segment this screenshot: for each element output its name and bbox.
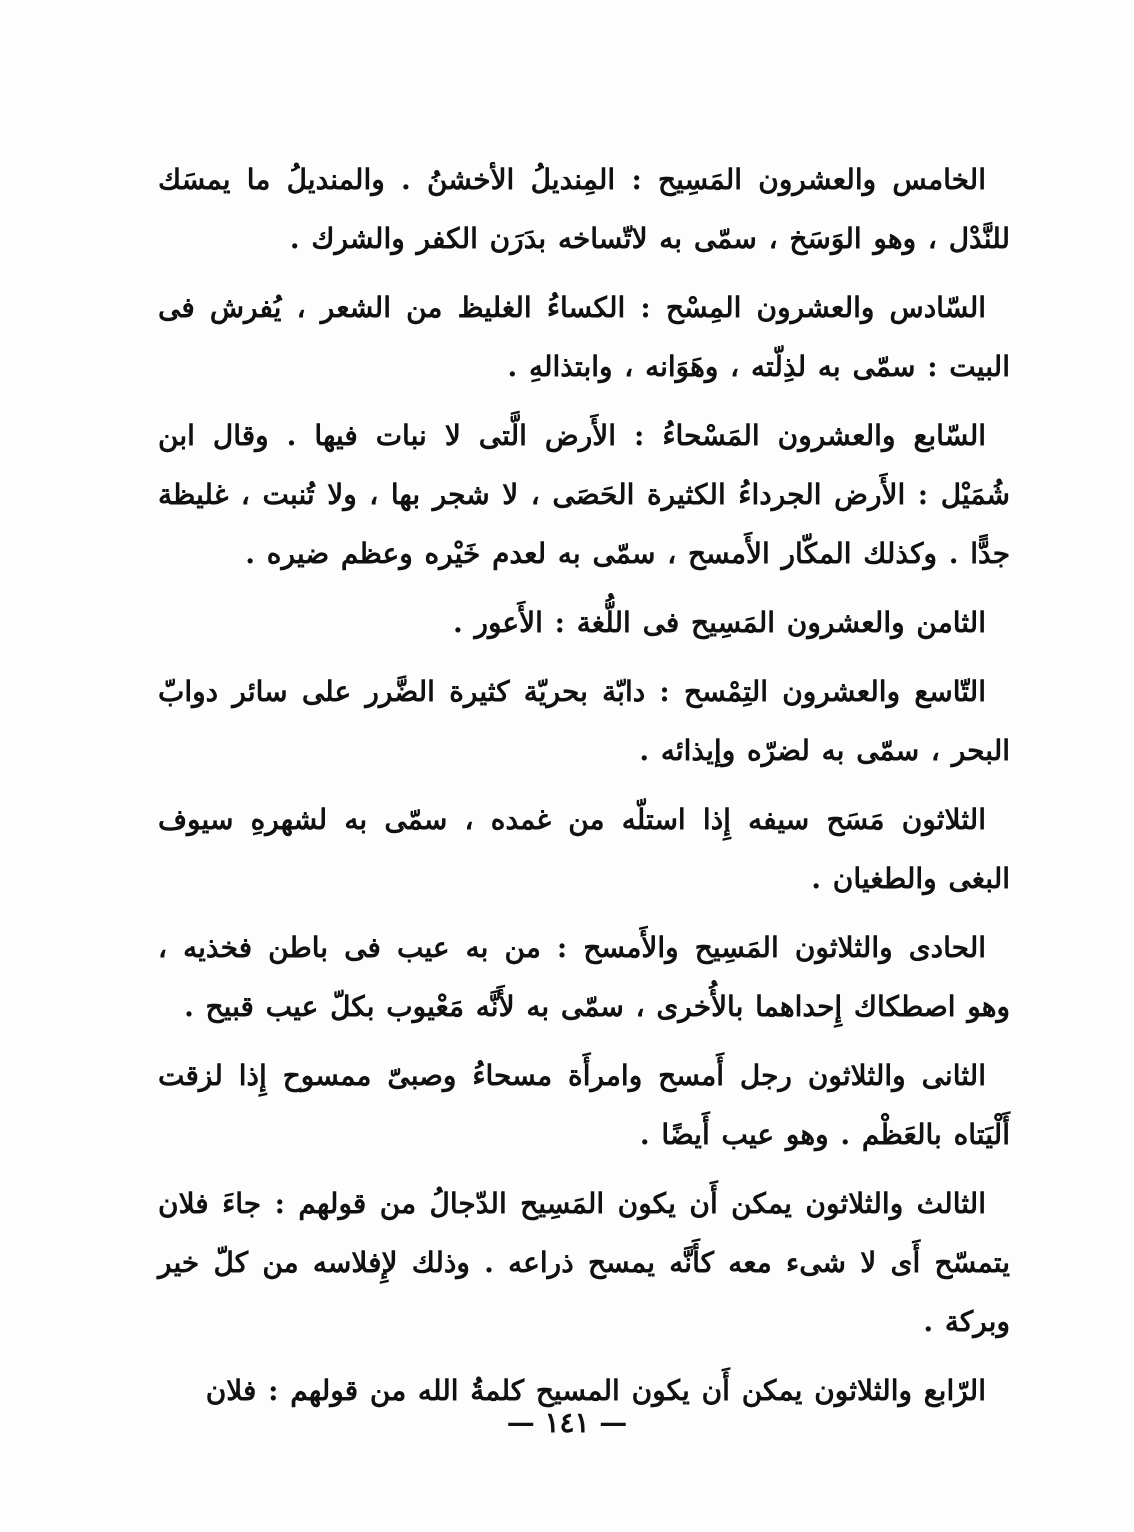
paragraph-29th-meaning: التّاسع والعشرون التِمْسح : دابّة بحريّة كثيرة الضَّرر على سائر دوابّ البحر ، سمّى به لضرّه وإيذائه . <box>158 675 1010 767</box>
paragraph-34th-meaning: الرّابع والثلاثون يمكن أَن يكون المسيح كلمةُ الله من قولهم : فلان <box>205 1374 986 1407</box>
body-text <box>158 150 1010 1430</box>
page-number: — ١٤١ — <box>506 1406 628 1439</box>
paragraph-32nd-meaning: الثانى والثلاثون رجل أَمسح وامرأَة مسحاءُ وصبىّ ممسوح إِذا لزقت أَلْيَتاه بالعَظْم . وهو عيب أَيضًا . <box>158 1059 1010 1151</box>
paragraph-26th-meaning: السّادس والعشرون المِسْح : الكساءُ الغليظ من الشعر ، يُفرش فى البيت : سمّى به لذِلّته ، وهَوَانه ، وابتذالهِ . <box>158 291 1010 383</box>
paragraph-30th-meaning: الثلاثون مَسَح سيفه إِذا استلّه من غمده ، سمّى به لشهرهِ سيوف البغى والطغيان . <box>158 803 1010 895</box>
paragraph-33rd-meaning: الثالث والثلاثون يمكن أَن يكون المَسِيح الدّجالُ من قولهم : جاءَ فلان يتمسّح أَى لا شىء معه كأَنَّه يمسح ذراعه . وذلك لإِفلاسه من كلّ خير وبركة . <box>158 1187 1010 1338</box>
paragraph-27th-meaning: السّابع والعشرون المَسْحاءُ : الأَرض الَّتى لا نبات فيها . وقال ابن شُمَيْل : الأَرض الجرداءُ الكثيرة الحَصَى ، لا شجر بها ، ولا تُنبت ، غليظة جدًّا . وكذلك المكّار الأَمسح ، سمّى به لعدم خَيْره وعظم ضيره . <box>158 419 1010 570</box>
paragraph-28th-meaning: الثامن والعشرون المَسِيح فى اللُّغة : الأَعور . <box>452 606 986 639</box>
paragraph-31st-meaning: الحادى والثلاثون المَسِيح والأَمسح : من به عيب فى باطن فخذيه ، وهو اصطكاك إِحداهما بالأُخرى ، سمّى به لأَنَّه مَعْيوب بكلّ عيب قبيح . <box>158 931 1010 1023</box>
paragraph-25th-meaning: الخامس والعشرون المَسِيح : المِنديلُ الأخشنُ . والمنديلُ ما يمسَك للنَّدْل ، وهو الوَسَخ ، سمّى به لاتّساخه بدَرَن الكفر والشرك . <box>158 163 1010 255</box>
